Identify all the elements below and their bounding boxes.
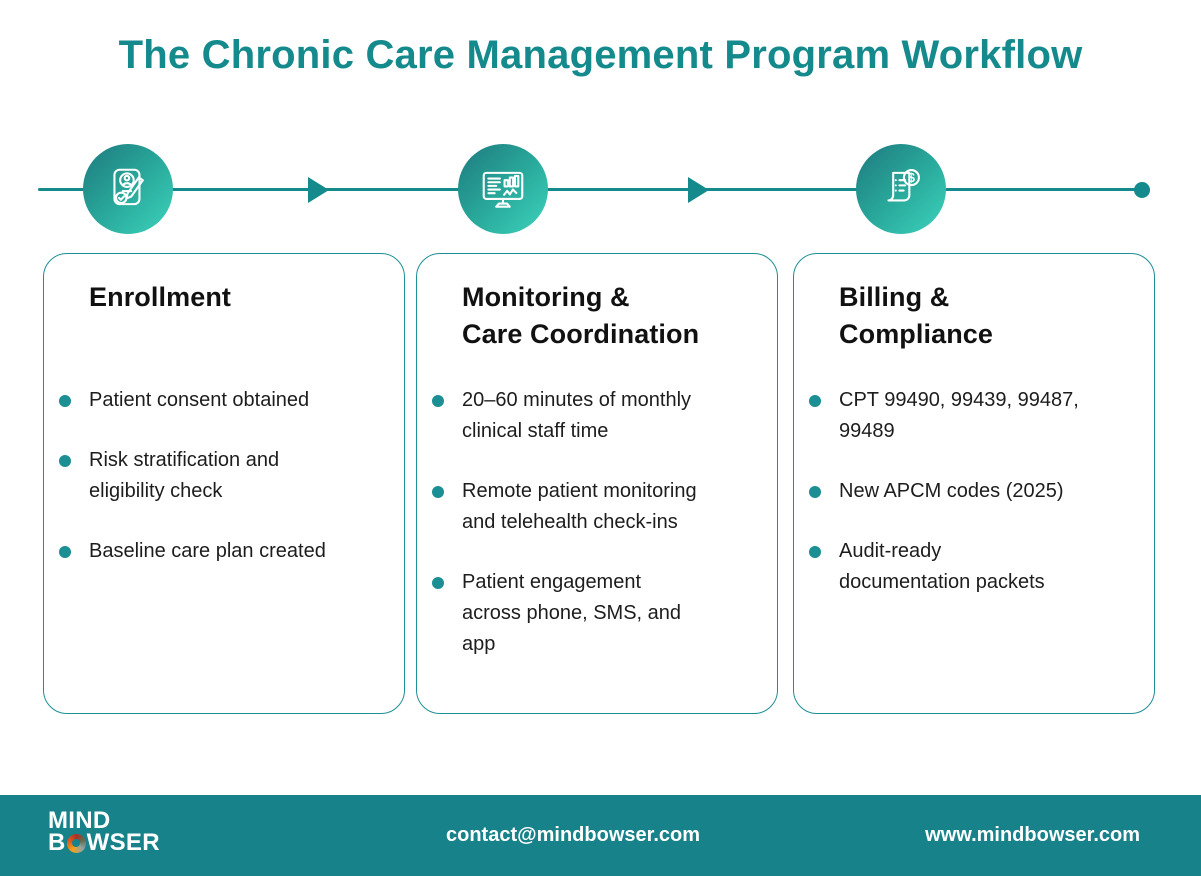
logo-letter: B xyxy=(48,829,66,856)
timeline-node-enrollment xyxy=(83,144,173,234)
card-billing-compliance xyxy=(793,253,1155,714)
logo-swirl-o-icon xyxy=(67,834,86,853)
contact-email-link[interactable]: contact@mindbowser.com xyxy=(446,824,700,846)
monitoring-dashboard-icon xyxy=(478,164,528,214)
list-item: Patient consent obtained xyxy=(44,385,404,416)
timeline-arrow-right-icon xyxy=(308,177,329,203)
card-monitoring-care-coordination xyxy=(416,253,778,714)
logo-line-1: MIND xyxy=(48,807,111,834)
timeline-line xyxy=(38,188,1142,191)
list-item: Audit-ready documentation packets xyxy=(794,536,1154,598)
card-title-line: Compliance xyxy=(839,319,994,349)
card-title-line: Care Coordination xyxy=(462,319,700,349)
timeline-node-billing xyxy=(856,144,946,234)
list-item: CPT 99490, 99439, 99487, 99489 xyxy=(794,385,1154,447)
list-item: Baseline care plan created xyxy=(44,536,404,567)
mindbowser-logo xyxy=(48,807,160,856)
logo-line-2 xyxy=(48,829,160,856)
timeline-node-monitoring xyxy=(458,144,548,234)
card-title-line: Enrollment xyxy=(89,282,232,312)
billing-receipt-icon xyxy=(876,164,926,214)
card-title xyxy=(89,279,404,353)
bullet-list xyxy=(417,385,777,660)
card-title xyxy=(462,279,777,353)
website-link[interactable]: www.mindbowser.com xyxy=(925,824,1140,846)
card-title xyxy=(839,279,1154,353)
bullet-list xyxy=(44,385,404,567)
card-title-line: Billing & xyxy=(839,282,950,312)
list-item: Risk stratification and eligibility check xyxy=(44,445,404,507)
consent-form-icon xyxy=(103,164,153,214)
list-item: New APCM codes (2025) xyxy=(794,476,1154,507)
footer xyxy=(0,795,1201,876)
card-title-line: Monitoring & xyxy=(462,282,630,312)
list-item: 20–60 minutes of monthly clinical staff time xyxy=(417,385,777,447)
list-item: Patient engagement across phone, SMS, and app xyxy=(417,567,777,660)
list-item: Remote patient monitoring and telehealth check-ins xyxy=(417,476,777,538)
timeline-arrow-right-icon xyxy=(688,177,709,203)
svg-text:$: $ xyxy=(907,171,915,186)
card-enrollment xyxy=(43,253,405,714)
page-title: The Chronic Care Management Program Workflow xyxy=(118,33,1083,77)
timeline-end-dot xyxy=(1134,182,1150,198)
bullet-list xyxy=(794,385,1154,598)
logo-letters: WSER xyxy=(86,829,160,856)
